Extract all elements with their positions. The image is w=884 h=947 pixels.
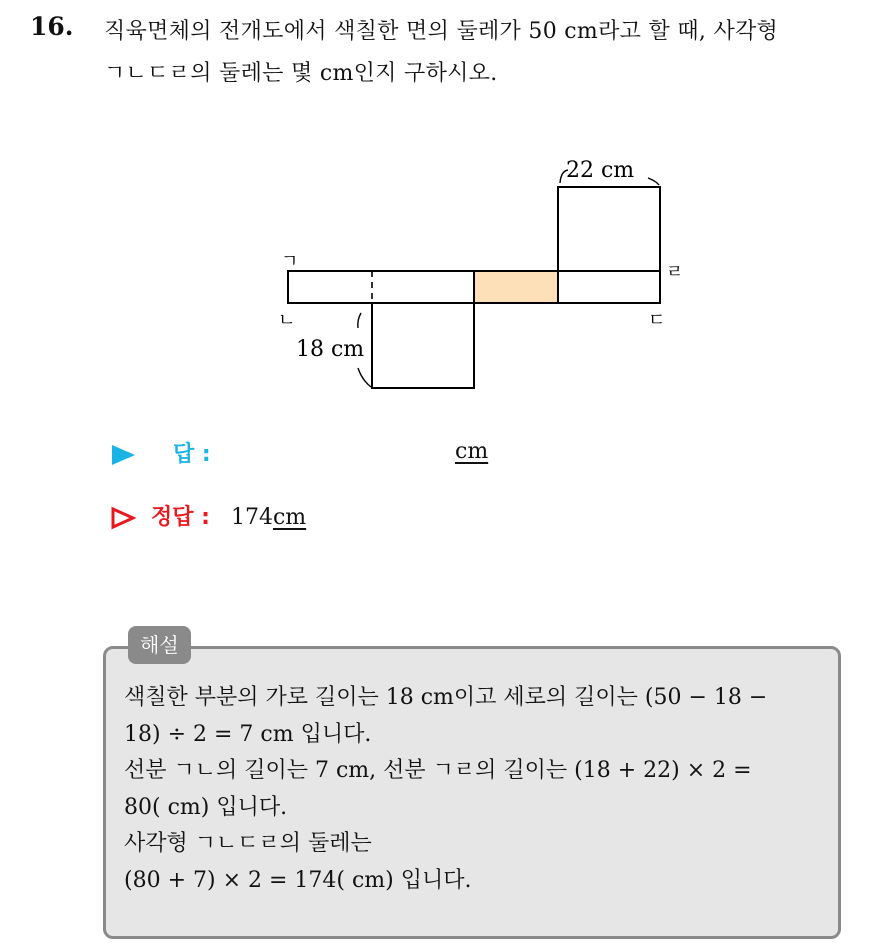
play-triangle-icon bbox=[110, 444, 136, 466]
answer-label: 답 : bbox=[173, 442, 211, 467]
correct-unit: cm bbox=[272, 505, 307, 530]
explanation-line: 80( cm) 입니다. bbox=[124, 794, 288, 820]
question-text-line1: 직육면체의 전개도에서 색칠한 면의 둘레가 50 cm라고 할 때, 사각형 bbox=[104, 19, 779, 44]
shaded-face bbox=[474, 271, 558, 303]
explanation-line: 선분 ㄱㄴ의 길이는 7 cm, 선분 ㄱㄹ의 길이는 (18 + 22) × 2 = bbox=[124, 758, 752, 783]
dimension-arc bbox=[648, 178, 659, 185]
vertex-label: ㄹ bbox=[666, 262, 684, 283]
question-text-line2: ㄱㄴㄷㄹ의 둘레는 몇 cm인지 구하시오. bbox=[104, 61, 498, 86]
explanation-line: (80 + 7) × 2 = 174( cm) 입니다. bbox=[124, 867, 472, 893]
dimension-arc bbox=[358, 368, 371, 387]
answer-row bbox=[110, 437, 489, 468]
vertex-label: ㄱ bbox=[281, 251, 299, 272]
question-number: 16. bbox=[30, 12, 74, 41]
top-face bbox=[558, 187, 660, 271]
explanation-text bbox=[124, 680, 824, 899]
width-label: 22 cm bbox=[566, 158, 635, 183]
dimension-arc bbox=[358, 313, 361, 328]
answer-unit: cm bbox=[455, 439, 489, 464]
explanation-line: 색칠한 부분의 가로 길이는 18 cm이고 세로의 길이는 (50 − 18 − bbox=[124, 685, 768, 710]
vertex-label: ㄷ bbox=[648, 310, 666, 331]
explanation-line: 18) ÷ 2 = 7 cm 입니다. bbox=[124, 721, 372, 747]
correct-label: 정답 : bbox=[151, 505, 210, 530]
net-diagram bbox=[0, 0, 884, 420]
vertex-label: ㄴ bbox=[278, 310, 296, 331]
correct-value: 174 bbox=[230, 505, 273, 530]
outline-triangle-icon bbox=[110, 506, 136, 530]
explanation-line: 사각형 ㄱㄴㄷㄹ의 둘레는 bbox=[124, 831, 372, 856]
bottom-face bbox=[372, 303, 474, 388]
explanation-tag: 해설 bbox=[128, 626, 191, 664]
height-label: 18 cm bbox=[296, 337, 365, 362]
correct-answer-row bbox=[110, 500, 306, 531]
